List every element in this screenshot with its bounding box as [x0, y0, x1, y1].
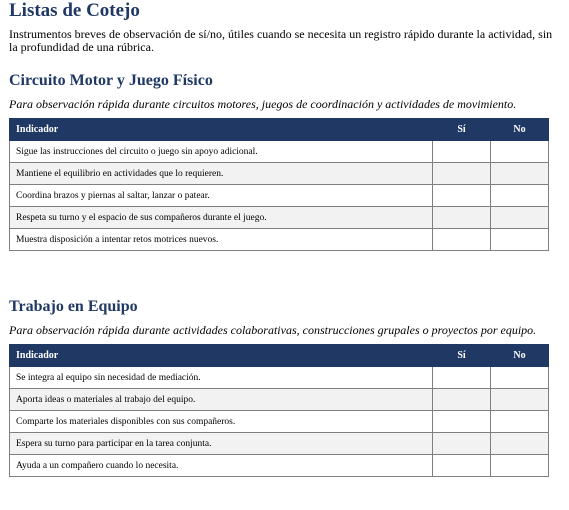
indicator-text: Espera su turno para participar en la tarea conjunta. — [10, 433, 433, 455]
si-checkbox-cell[interactable] — [433, 185, 491, 207]
header-si: Sí — [433, 119, 491, 141]
checklist-table-circuito-motor — [9, 118, 549, 251]
no-checkbox-cell[interactable] — [491, 163, 549, 185]
si-checkbox-cell[interactable] — [433, 433, 491, 455]
header-si: Sí — [433, 345, 491, 367]
no-checkbox-cell[interactable] — [491, 455, 549, 477]
si-checkbox-cell[interactable] — [433, 389, 491, 411]
table-row — [10, 141, 549, 163]
si-checkbox-cell[interactable] — [433, 455, 491, 477]
table-row — [10, 163, 549, 185]
table-row — [10, 367, 549, 389]
header-no: No — [491, 119, 549, 141]
header-indicador: Indicador — [10, 119, 433, 141]
indicator-text: Sigue las instrucciones del circuito o juego sin apoyo adicional. — [10, 141, 433, 163]
si-checkbox-cell[interactable] — [433, 207, 491, 229]
no-checkbox-cell[interactable] — [491, 229, 549, 251]
indicator-text: Coordina brazos y piernas al saltar, lanzar o patear. — [10, 185, 433, 207]
si-checkbox-cell[interactable] — [433, 229, 491, 251]
indicator-text: Muestra disposición a intentar retos motrices nuevos. — [10, 229, 433, 251]
indicator-text: Comparte los materiales disponibles con sus compañeros. — [10, 411, 433, 433]
no-checkbox-cell[interactable] — [491, 389, 549, 411]
table-row — [10, 389, 549, 411]
no-checkbox-cell[interactable] — [491, 367, 549, 389]
no-checkbox-cell[interactable] — [491, 433, 549, 455]
table-row — [10, 207, 549, 229]
indicator-text: Respeta su turno y el espacio de sus compañeros durante el juego. — [10, 207, 433, 229]
indicator-text: Se integra al equipo sin necesidad de mediación. — [10, 367, 433, 389]
header-no: No — [491, 345, 549, 367]
page-title: Listas de Cotejo — [9, 0, 140, 21]
si-checkbox-cell[interactable] — [433, 367, 491, 389]
section-description-trabajo-equipo: Para observación rápida durante actividades colaborativas, construcciones grupales o proyectos por equipo. — [9, 323, 537, 337]
intro-paragraph: Instrumentos breves de observación de sí/no, útiles cuando se necesita un registro rápido durante la actividad, sin la profundidad de una rúbrica. — [9, 27, 553, 54]
section-title-circuito-motor: Circuito Motor y Juego Físico — [9, 72, 213, 89]
table-row — [10, 229, 549, 251]
no-checkbox-cell[interactable] — [491, 185, 549, 207]
table-header-row — [10, 119, 549, 141]
section-description-circuito-motor: Para observación rápida durante circuitos motores, juegos de coordinación y actividades de movimiento. — [9, 97, 517, 111]
no-checkbox-cell[interactable] — [491, 411, 549, 433]
si-checkbox-cell[interactable] — [433, 141, 491, 163]
table-row — [10, 433, 549, 455]
table-row — [10, 411, 549, 433]
checklist-table-trabajo-equipo — [9, 344, 549, 477]
table-header-row — [10, 345, 549, 367]
si-checkbox-cell[interactable] — [433, 411, 491, 433]
si-checkbox-cell[interactable] — [433, 163, 491, 185]
table-row — [10, 455, 549, 477]
no-checkbox-cell[interactable] — [491, 141, 549, 163]
indicator-text: Ayuda a un compañero cuando lo necesita. — [10, 455, 433, 477]
indicator-text: Aporta ideas o materiales al trabajo del equipo. — [10, 389, 433, 411]
section-title-trabajo-equipo: Trabajo en Equipo — [9, 298, 138, 315]
table-row — [10, 185, 549, 207]
header-indicador: Indicador — [10, 345, 433, 367]
indicator-text: Mantiene el equilibrio en actividades que lo requieren. — [10, 163, 433, 185]
no-checkbox-cell[interactable] — [491, 207, 549, 229]
